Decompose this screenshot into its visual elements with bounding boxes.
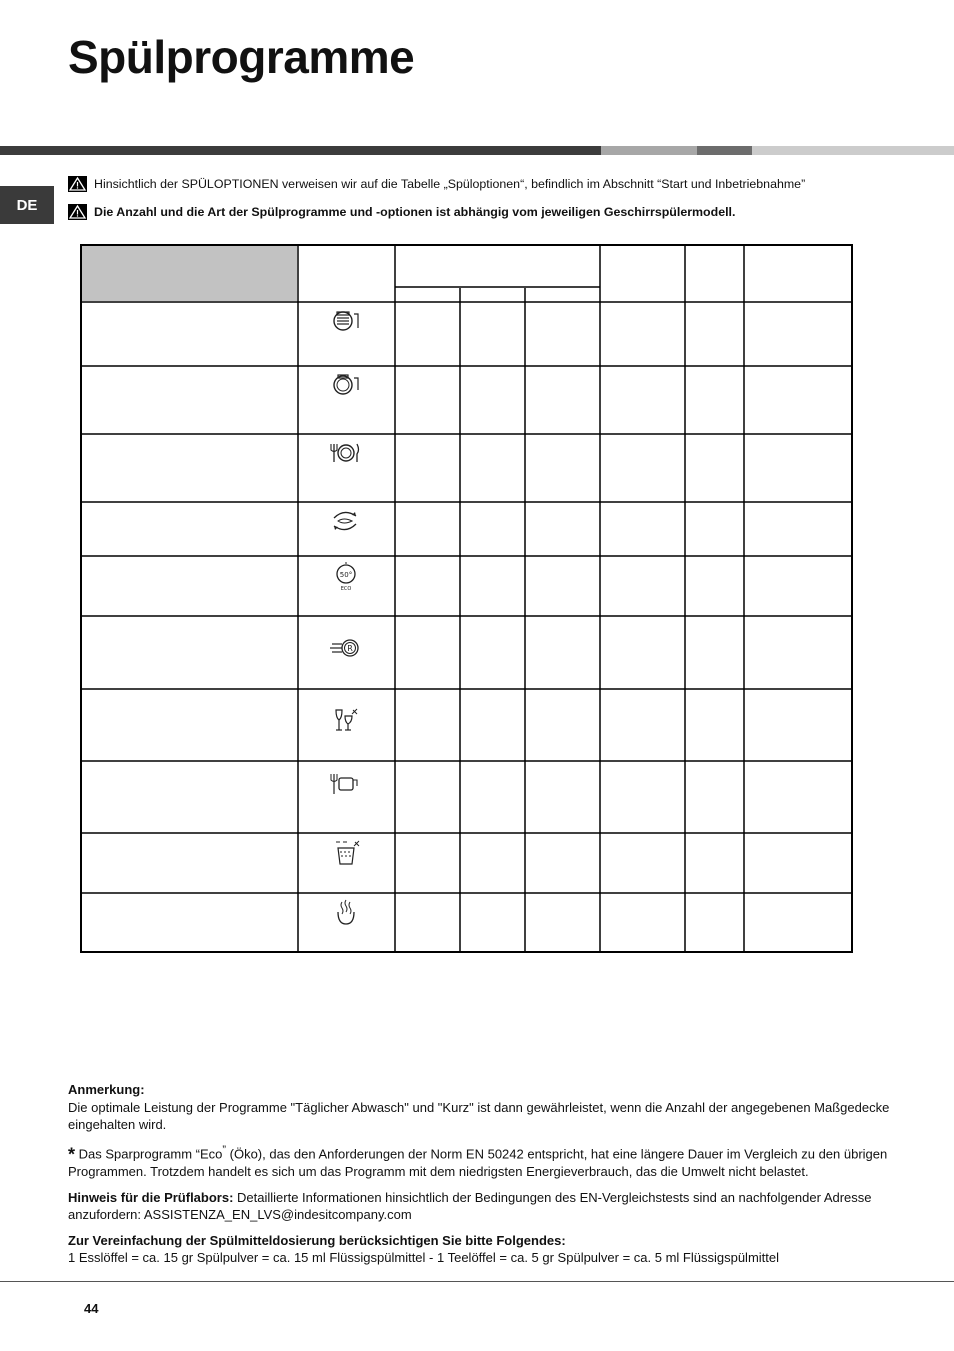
note-eco-text-b: (Öko), das den Anforderungen der Norm EN 50242 entspricht, hat eine längere Dauer im Vergleich zu den übrigen Programmen. Trotzdem handelt es sich um das Programm mit dem niedrigsten Energieverbrauch, das die Umwelt nicht belastet.: [68, 1145, 888, 1180]
note-anmerkung-text: Die optimale Leistung der Programme "Täglicher Abwasch" und "Kurz" ist dann gewährleistet, wenn die Anzahl der angegebenen Maßgedecke eingehalten wird.: [68, 1099, 890, 1132]
rapid-r-icon: [326, 634, 366, 666]
pre-rinse-icon: [326, 770, 366, 802]
note-labs-heading: Hinweis für die Prüflabors:: [68, 1189, 234, 1205]
warning-line-models: [68, 204, 735, 220]
header-rule-mid: [601, 146, 697, 155]
header-cell-shaded: [81, 245, 297, 301]
footnote-star: *: [68, 1143, 76, 1164]
warning-triangle-icon: [68, 176, 87, 192]
header-rule-light: [752, 146, 954, 155]
note-labs-text: Detaillierte Informationen hinsichtlich der Bedingungen des EN-Vergleichstests sind an nachfolgender Adresse anzufordern: ASSISTENZA_EN_LVS@indesitcompany.com: [68, 1189, 872, 1223]
header-rule-dark: [0, 146, 601, 155]
header-rule-dark2: [697, 146, 752, 155]
note-labs: [68, 1189, 908, 1224]
hygiene-steam-icon: [326, 898, 366, 930]
footer-rule: [0, 1281, 954, 1282]
warning-line-options: [68, 176, 805, 192]
pot-normal-icon: [326, 370, 366, 402]
page-title: Spülprogramme: [68, 31, 415, 83]
note-dosing-heading: Zur Vereinfachung der Spülmitteldosierung berücksichtigen Sie bitte Folgendes:: [68, 1232, 566, 1248]
note-eco-text-a: Das Sparprogramm “Eco: [75, 1145, 223, 1161]
eco-arrows-icon: [326, 506, 366, 538]
note-eco-quote: ”: [222, 1143, 227, 1156]
program-table: [80, 244, 853, 953]
svg-text:R: R: [347, 644, 353, 653]
soak-icon: [326, 838, 366, 870]
glasses-icon: [326, 706, 366, 738]
page-number: 44: [84, 1301, 99, 1316]
daily-plates-cutlery-icon: [326, 438, 366, 470]
program-table-grid: [80, 244, 853, 953]
note-heading-anmerkung: Anmerkung:: [68, 1082, 145, 1097]
warning-triangle-icon: [68, 204, 87, 220]
pots-intensive-icon: [326, 306, 366, 338]
note-dosing-text: 1 Esslöffel = ca. 15 gr Spülpulver = ca. 15 ml Flüssigspülmittel - 1 Teelöffel = ca. 5 gr Spülpulver = ca. 5 ml Flüssigspülmittel: [68, 1250, 780, 1266]
language-tab: DE: [0, 186, 54, 224]
eco-50-icon: [326, 560, 366, 592]
warning-text-models: Die Anzahl und die Art der Spülprogramme und -optionen ist abhängig vom jeweiligen Geschirrspülermodell.: [94, 205, 736, 219]
notes-section: [68, 1081, 908, 1267]
svg-text:ECO: ECO: [340, 586, 352, 592]
warning-text-options: Hinsichtlich der SPÜLOPTIONEN verweisen wir auf die Tabelle „Spüloptionen“, befindlich im Abschnitt “Start und Inbetriebnahme”: [94, 177, 806, 191]
note-eco: [68, 1142, 908, 1181]
svg-text:50°: 50°: [339, 571, 353, 579]
